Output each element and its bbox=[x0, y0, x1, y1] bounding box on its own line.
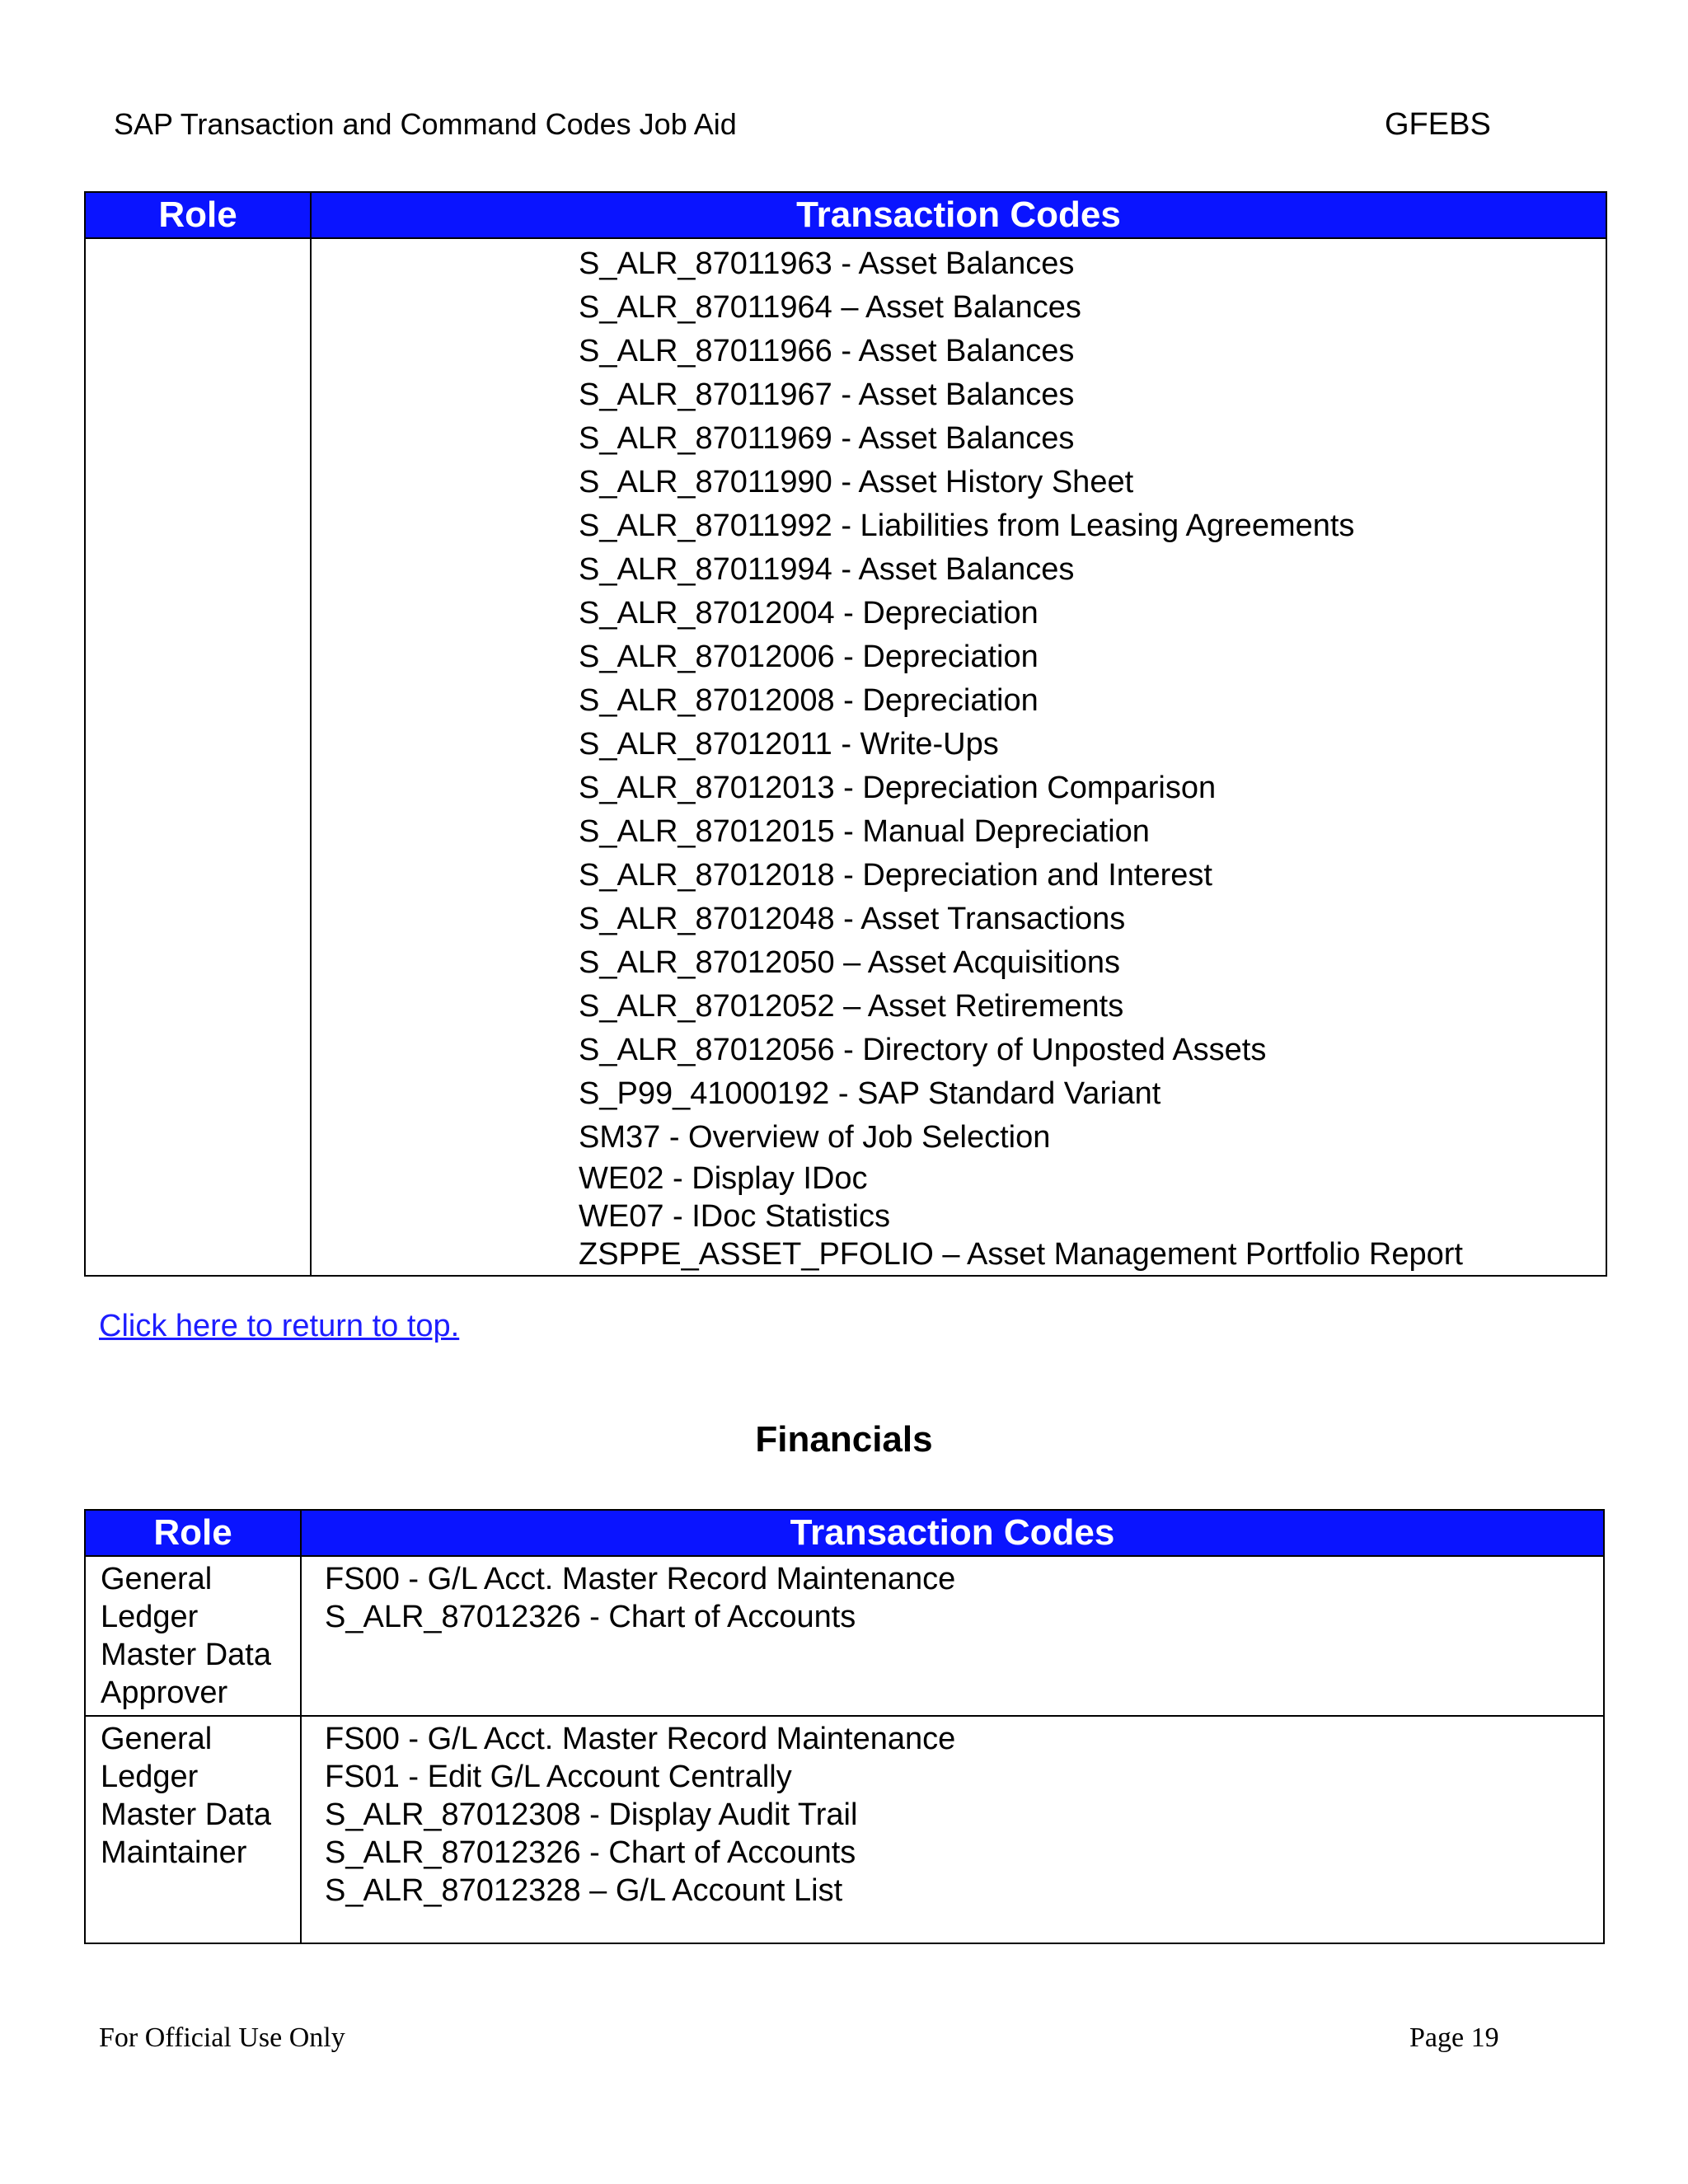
transaction-code: WE02 - Display IDoc bbox=[579, 1161, 868, 1196]
document-header-system: GFEBS bbox=[1385, 107, 1491, 142]
column-header-role: Role bbox=[85, 192, 311, 238]
role-line: General bbox=[101, 1722, 213, 1756]
codes-cell bbox=[311, 238, 1606, 1276]
transaction-code: S_ALR_87012015 - Manual Depreciation bbox=[579, 814, 1150, 849]
role-line: Master Data bbox=[101, 1638, 271, 1672]
table-row bbox=[85, 238, 1606, 1276]
document-header-title: SAP Transaction and Command Codes Job Aid bbox=[114, 107, 737, 141]
transaction-code: S_ALR_87012008 - Depreciation bbox=[579, 683, 1039, 718]
transaction-code: S_P99_41000192 - SAP Standard Variant bbox=[579, 1076, 1161, 1111]
transaction-code: WE07 - IDoc Statistics bbox=[579, 1199, 890, 1234]
transaction-code: S_ALR_87012018 - Depreciation and Interest bbox=[579, 858, 1212, 893]
transaction-code: S_ALR_87012326 - Chart of Accounts bbox=[325, 1835, 856, 1870]
role-cell bbox=[85, 1716, 301, 1943]
role-line: Approver bbox=[101, 1675, 228, 1710]
transaction-codes-table-financials bbox=[84, 1509, 1605, 1944]
role-line: Ledger bbox=[101, 1600, 199, 1634]
role-cell bbox=[85, 1556, 301, 1716]
transaction-code: S_ALR_87012013 - Depreciation Comparison bbox=[579, 771, 1217, 805]
transaction-code: FS01 - Edit G/L Account Centrally bbox=[325, 1760, 792, 1794]
transaction-code: S_ALR_87011964 – Asset Balances bbox=[579, 290, 1081, 325]
transaction-code: S_ALR_87012056 - Directory of Unposted Assets bbox=[579, 1033, 1267, 1067]
transaction-code: ZSPPE_ASSET_PFOLIO – Asset Management Portfolio Report bbox=[579, 1237, 1463, 1272]
transaction-code: S_ALR_87011992 - Liabilities from Leasing Agreements bbox=[579, 509, 1355, 543]
role-line: General bbox=[101, 1562, 213, 1596]
codes-cell bbox=[301, 1556, 1604, 1716]
role-cell bbox=[85, 238, 311, 1276]
return-to-top-link[interactable]: Click here to return to top. bbox=[99, 1309, 460, 1343]
role-line: Ledger bbox=[101, 1760, 199, 1794]
footer-classification: For Official Use Only bbox=[99, 2022, 345, 2053]
transaction-code: S_ALR_87011969 - Asset Balances bbox=[579, 421, 1075, 456]
transaction-code: S_ALR_87011994 - Asset Balances bbox=[579, 552, 1075, 587]
transaction-code: S_ALR_87012052 – Asset Retirements bbox=[579, 989, 1124, 1024]
transaction-code: S_ALR_87012308 - Display Audit Trail bbox=[325, 1797, 858, 1832]
transaction-code: S_ALR_87012004 - Depreciation bbox=[579, 596, 1039, 630]
transaction-code: S_ALR_87012328 – G/L Account List bbox=[325, 1873, 843, 1908]
transaction-code: S_ALR_87011963 - Asset Balances bbox=[579, 246, 1075, 281]
footer-page-number: Page 19 bbox=[1409, 2022, 1499, 2053]
column-header-role: Role bbox=[85, 1510, 301, 1556]
transaction-code: S_ALR_87011966 - Asset Balances bbox=[579, 334, 1075, 368]
codes-cell bbox=[301, 1716, 1604, 1943]
transaction-code: S_ALR_87012326 - Chart of Accounts bbox=[325, 1600, 856, 1634]
table-row bbox=[85, 1716, 1604, 1943]
table-row bbox=[85, 1556, 1604, 1716]
table-header-row bbox=[85, 192, 1606, 238]
section-title: Financials bbox=[755, 1419, 933, 1460]
column-header-transaction-codes: Transaction Codes bbox=[311, 192, 1606, 238]
role-line: Maintainer bbox=[101, 1835, 247, 1870]
transaction-code: FS00 - G/L Acct. Master Record Maintenance bbox=[325, 1722, 956, 1756]
transaction-code: S_ALR_87012011 - Write-Ups bbox=[579, 727, 999, 762]
role-line: Master Data bbox=[101, 1797, 271, 1832]
transaction-code: S_ALR_87012048 - Asset Transactions bbox=[579, 902, 1126, 936]
transaction-code: S_ALR_87011990 - Asset History Sheet bbox=[579, 465, 1134, 499]
transaction-code: FS00 - G/L Acct. Master Record Maintenance bbox=[325, 1562, 956, 1596]
transaction-codes-table-assets bbox=[84, 191, 1607, 1277]
transaction-code: SM37 - Overview of Job Selection bbox=[579, 1120, 1051, 1155]
transaction-code: S_ALR_87012006 - Depreciation bbox=[579, 640, 1039, 674]
transaction-code: S_ALR_87011967 - Asset Balances bbox=[579, 377, 1075, 412]
column-header-transaction-codes: Transaction Codes bbox=[301, 1510, 1604, 1556]
transaction-code: S_ALR_87012050 – Asset Acquisitions bbox=[579, 945, 1121, 980]
table-header-row bbox=[85, 1510, 1604, 1556]
